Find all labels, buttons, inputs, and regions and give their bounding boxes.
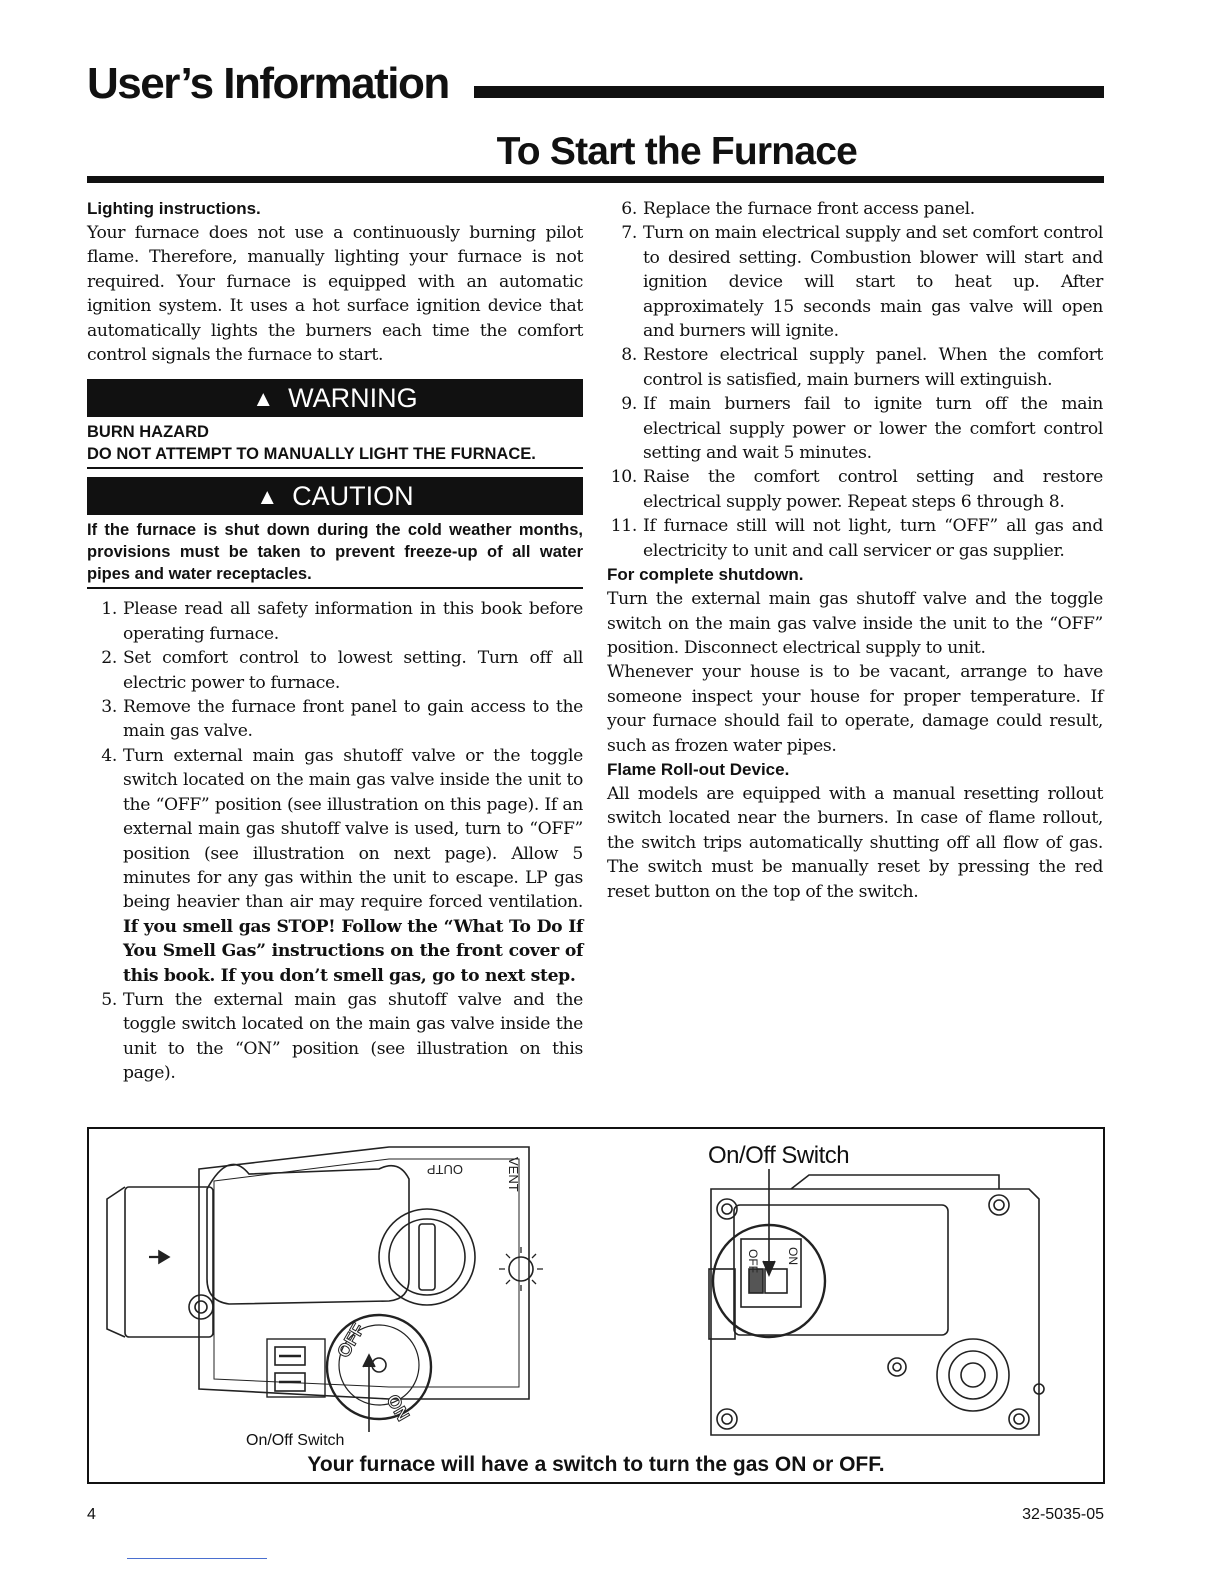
left-switch-label: On/Off Switch — [246, 1432, 345, 1449]
list-item: 8. Restore electrical supply panel. When the comfort control is satisfied, main burners will extinguish. — [621, 345, 1103, 390]
caution-text: If the furnace is shut down during the cold weather months, provisions must be taken to prevent freeze-up of all water pipes and water receptacles. — [87, 515, 583, 589]
gas-valve-figure — [87, 1127, 1105, 1484]
caution-triangle-icon: ▲ — [256, 484, 279, 510]
rollout-heading: Flame Roll-out Device. — [607, 759, 790, 779]
warning-label: WARNING — [288, 383, 418, 414]
smell-gas-instruction: If you smell gas STOP! Follow the “What To Do If You Smell Gas” instructions on the front cover of this book. If you don’t smell gas, go to next step. — [123, 916, 583, 986]
steps-list-right — [607, 197, 1103, 563]
list-item: 2. Set comfort control to lowest setting. Turn off all electric power to furnace. — [101, 648, 583, 693]
list-item: 10. Raise the comfort control setting and restore electrical supply power. Repeat steps 6 through 8. — [610, 467, 1103, 512]
shutdown-heading: For complete shutdown. — [607, 565, 804, 585]
warning-line2: DO NOT ATTEMPT TO MANUALLY LIGHT THE FURNACE. — [87, 445, 536, 464]
section-title: User’s Information — [87, 59, 449, 108]
warning-line1: BURN HAZARD — [87, 423, 209, 442]
warning-text — [87, 417, 583, 469]
list-item: 9. If main burners fail to ignite turn off the main electrical supply power or lower the comfort control setting and wait 5 minutes. — [621, 394, 1103, 464]
svg-text:OFF: OFF — [746, 1249, 760, 1273]
list-item: 11. If furnace still will not light, turn “OFF” all gas and electricity to unit and call servicer or gas supplier. — [610, 516, 1103, 561]
decorative-line — [127, 1558, 267, 1559]
warning-banner — [87, 379, 583, 417]
rollout-body: All models are equipped with a manual resetting rollout switch located near the burners. In case of flame rollout, the switch trips automatically shutting off all flow of gas. The switch must be manually reset by pressing the red reset button on the top of the switch. — [607, 783, 1103, 902]
warning-triangle-icon: ▲ — [252, 386, 275, 412]
lighting-heading: Lighting instructions. — [87, 199, 261, 218]
svg-text:ON: ON — [786, 1247, 800, 1265]
right-column — [607, 197, 1103, 904]
page-number: 4 — [87, 1506, 96, 1523]
right-gas-valve-drawing — [709, 1169, 1044, 1435]
list-item: 6. Replace the furnace front access panel. — [621, 199, 975, 219]
shutdown-body-1: Turn the external main gas shutoff valve and the toggle switch on the main gas valve inside the unit to the “OFF” position. Disconnect electrical supply to unit. — [607, 589, 1103, 658]
steps-list-left — [87, 597, 583, 1085]
shutdown-body-2: Whenever your house is to be vacant, arrange to have someone inspect your house for proper temperature. If your furnace should fail to operate, damage could result, such as frozen water pipes. — [607, 662, 1103, 756]
svg-text:OUTP: OUTP — [426, 1162, 463, 1177]
left-column — [87, 197, 583, 1086]
title-rule — [87, 176, 1104, 183]
document-code: 32-5035-05 — [1022, 1506, 1104, 1523]
list-item: 7. Turn on main electrical supply and set comfort control to desired setting. Combustion blower will start and ignition device will start to heat up. After approximately 15 seconds main gas valve will open and burners will ignite. — [621, 223, 1103, 342]
svg-text:ON: ON — [382, 1391, 414, 1425]
caution-label: CAUTION — [292, 481, 414, 512]
list-item: 3. Remove the furnace front panel to gain access to the main gas valve. — [101, 697, 583, 742]
list-item: 1. Please read all safety information in this book before operating furnace. — [101, 599, 583, 644]
section-title-rule — [474, 86, 1104, 98]
right-switch-label: On/Off Switch — [708, 1142, 850, 1169]
left-gas-valve-drawing — [107, 1147, 543, 1432]
list-item: 4. Turn external main gas shutoff valve or the toggle switch located on the main gas valve inside the unit to the “OFF” position (see illustration on this page). If an external main gas shutoff valve is used, turn to “OFF” position (see illustration on next page). Allow 5 minutes for any gas within the unit to escape. LP gas being heavier than air may require forced ventilation. If you smell gas STOP! Follow the “What To Do If You Smell Gas” instructions on the front cover of this book. If you don’t smell gas, go to next step. — [101, 745, 583, 986]
lighting-body: Your furnace does not use a continuously burning pilot flame. Therefore, manually lighting your furnace is not required. Your furnace is equipped with an automatic ignition system. It uses a hot surface ignition device that automatically lights the burners each time the comfort control signals the furnace to start. — [87, 223, 583, 366]
svg-text:VENT: VENT — [506, 1157, 521, 1192]
gas-valve-illustration — [89, 1129, 1103, 1482]
figure-caption: Your furnace will have a switch to turn the gas ON or OFF. — [307, 1453, 885, 1476]
svg-text:OFF: OFF — [333, 1319, 369, 1361]
page-title: To Start the Furnace — [496, 130, 857, 173]
list-item: 5. Turn the external main gas shutoff valve and the toggle switch located on the main gas valve inside the unit to the “ON” position (see illustration on this page). — [101, 989, 583, 1084]
caution-banner — [87, 477, 583, 515]
